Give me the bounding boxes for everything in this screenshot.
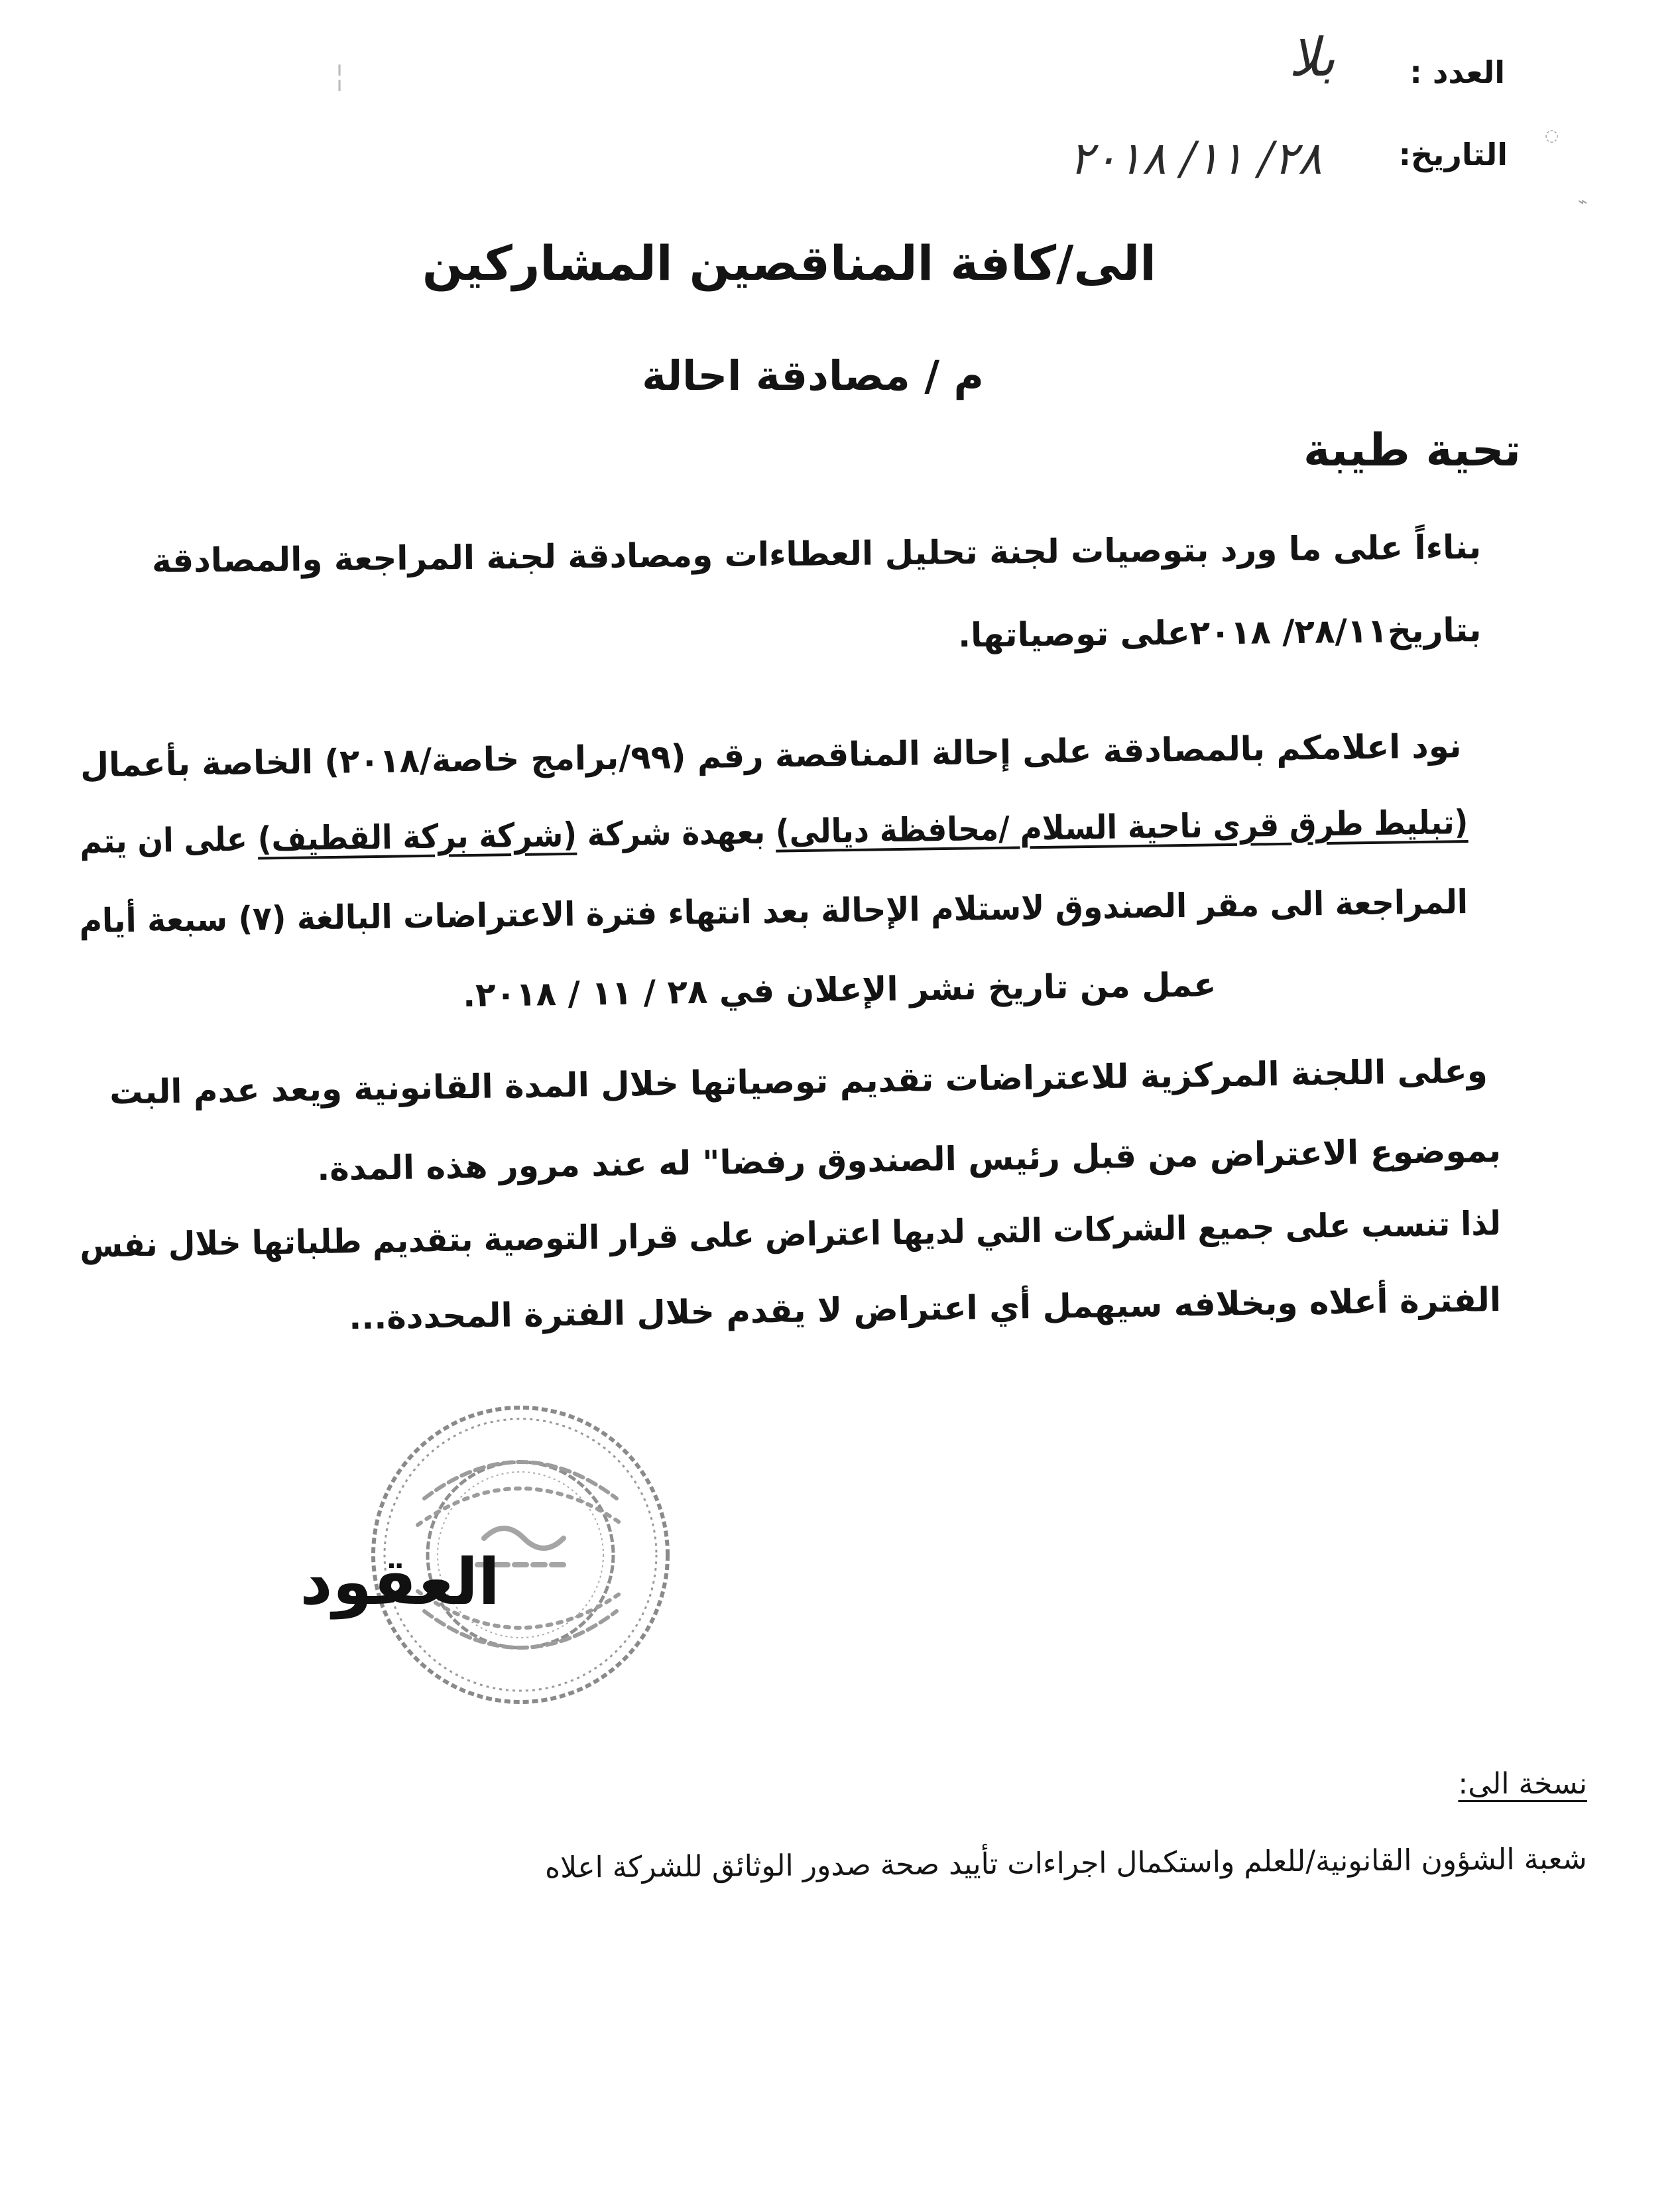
paragraph-2-line-3: المراجعة الى مقر الصندوق لاستلام الإحالة بعد انتهاء فترة الاعتراضات البالغة (٧) سبعة أيام bbox=[79, 882, 1469, 941]
scan-speck: ⌁ bbox=[1578, 192, 1588, 211]
number-value-handwritten: بلا bbox=[1289, 27, 1335, 88]
date-label: التاريخ: bbox=[1398, 137, 1508, 172]
project-name: (تبليط طرق قرى ناحية السلام /محافظة ديالى) bbox=[775, 803, 1469, 851]
paragraph-1-line-2: بتاريخ٢٨/١١/ ٢٠١٨على توصياتها. bbox=[957, 611, 1482, 655]
date-value-handwritten: ٢٨/ ١١/ ٢٠١٨ bbox=[1069, 133, 1322, 185]
paragraph-2-line-4: عمل من تاريخ نشر الإعلان في ٢٨ / ١١ / ٢٠١٨. bbox=[462, 965, 1217, 1014]
paragraph-2-line-2 bbox=[79, 803, 1469, 861]
greeting: تحية طيبة bbox=[1303, 424, 1521, 477]
paragraph-4-line-2: الفترة أعلاه وبخلافه سيهمل أي اعتراض لا يقدم خلال الفترة المحددة... bbox=[348, 1280, 1502, 1337]
paragraph-2-line-2-end: على ان يتم bbox=[79, 820, 258, 861]
paragraph-1-line-1: بناءاً على ما ورد بتوصيات لجنة تحليل العطاءات ومصادقة لجنة المراجعة والمصادقة bbox=[151, 528, 1482, 580]
paragraph-3-line-2: بموضوع الاعتراض من قبل رئيس الصندوق رفضا" له عند مرور هذه المدة. bbox=[316, 1131, 1502, 1189]
number-label: العدد : bbox=[1410, 54, 1505, 90]
paragraph-3-line-1: وعلى اللجنة المركزية للاعتراضات تقديم توصياتها خلال المدة القانونية ويعد عدم البت bbox=[109, 1052, 1488, 1112]
paragraph-4-line-1: لذا تنسب على جميع الشركات التي لديها اعتراض على قرار التوصية بتقديم طلباتها خلال نفس bbox=[80, 1204, 1502, 1265]
scan-speck: ╎ bbox=[331, 63, 348, 93]
copy-to-line-1: شعبة الشؤون القانونية/للعلم واستكمال اجراءات تأييد صحة صدور الوثائق للشركة اعلاه bbox=[545, 1842, 1588, 1885]
letter-subject: م / مصادقة احالة bbox=[642, 351, 984, 400]
copy-to-label: نسخة الى: bbox=[1458, 1767, 1587, 1801]
company-name: (شركة بركة القطيف) bbox=[257, 815, 577, 859]
signature-contracts: العقود bbox=[300, 1545, 500, 1619]
paragraph-2-line-2-mid: بعهدة شركة bbox=[576, 812, 776, 854]
letter-title: الى/كافة المناقصين المشاركين bbox=[422, 235, 1156, 291]
paragraph-2-line-1: نود اعلامكم بالمصادقة على إحالة المناقصة رقم (٩٩/برامج خاصة/٢٠١٨) الخاصة بأعمال bbox=[80, 727, 1462, 785]
scan-speck: ◌ bbox=[1545, 126, 1559, 145]
